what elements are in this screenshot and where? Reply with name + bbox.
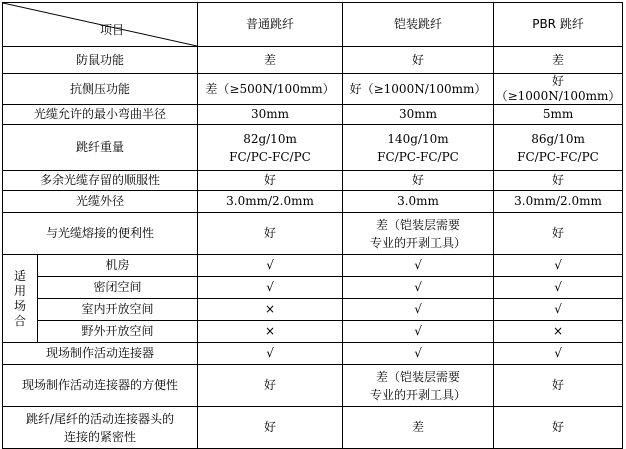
cell-line: FC/PC-FC/PC xyxy=(229,149,311,164)
table-row xyxy=(3,277,623,299)
row-label: 跳纤重量 xyxy=(3,125,198,171)
cell: √ xyxy=(343,321,494,343)
applicable-group-label xyxy=(3,255,38,343)
cell: 好 xyxy=(343,171,494,191)
table-row xyxy=(3,255,623,277)
cell: × xyxy=(494,321,623,343)
table-row xyxy=(3,365,623,407)
cell: √ xyxy=(494,343,623,365)
row-label: 多余光缆存留的顺服性 xyxy=(3,171,198,191)
row-label: 抗侧压功能 xyxy=(3,74,198,105)
cell: 3.0mm/2.0mm xyxy=(198,191,343,213)
cell xyxy=(494,125,623,171)
row-label: 机房 xyxy=(38,255,198,277)
cell: 好 xyxy=(198,213,343,255)
cell: 好 xyxy=(198,407,343,449)
cell: √ xyxy=(343,299,494,321)
cell-line: 140g/10m xyxy=(387,131,449,146)
cell: 差 xyxy=(343,407,494,449)
cell: 好 xyxy=(494,171,623,191)
table-row xyxy=(3,74,623,105)
cell-line: 差（铠装层需要 xyxy=(376,369,461,384)
cell: 好（≥1000N/100mm） xyxy=(343,74,494,105)
group-char: 用 xyxy=(13,283,26,298)
cell: × xyxy=(198,299,343,321)
cell-line: 82g/10m xyxy=(243,131,297,146)
cell: 差 xyxy=(494,47,623,74)
row-label-line: 连接的紧密性 xyxy=(64,429,137,444)
table-row xyxy=(3,105,623,125)
cell-line: 差（铠装层需要 xyxy=(376,217,461,232)
cell xyxy=(343,125,494,171)
cell: √ xyxy=(198,255,343,277)
cell: 3.0mm/2.0mm xyxy=(494,191,623,213)
header-item-cell xyxy=(3,3,198,47)
cell-line: 专业的开剥工具） xyxy=(370,235,467,250)
cell: 好 xyxy=(198,171,343,191)
cell: √ xyxy=(343,277,494,299)
cell: √ xyxy=(494,299,623,321)
row-label: 防鼠功能 xyxy=(3,47,198,74)
comparison-table xyxy=(2,2,623,449)
cell: 差（≥500N/100mm） xyxy=(198,74,343,105)
table-row xyxy=(3,299,623,321)
cell: √ xyxy=(198,277,343,299)
table-row xyxy=(3,321,623,343)
cell: 30mm xyxy=(343,105,494,125)
cell: 好 xyxy=(198,365,343,407)
row-label: 密闭空间 xyxy=(38,277,198,299)
cell: 30mm xyxy=(198,105,343,125)
row-label-line: 跳纤/尾纤的活动连接器头的 xyxy=(25,411,175,426)
table-row xyxy=(3,171,623,191)
cell: 3.0mm xyxy=(343,191,494,213)
cell: 好（≥1000N/100mm） xyxy=(494,74,623,105)
table-row xyxy=(3,125,623,171)
cell-line: 86g/10m xyxy=(531,131,585,146)
cell: √ xyxy=(494,255,623,277)
header-item-label: 项目 xyxy=(100,23,125,37)
group-char: 场 xyxy=(13,298,26,313)
cell-line: FC/PC-FC/PC xyxy=(517,149,599,164)
row-label: 室内开放空间 xyxy=(38,299,198,321)
cell: √ xyxy=(494,277,623,299)
cell: 5mm xyxy=(494,105,623,125)
row-label: 现场制作活动连接器的方便性 xyxy=(3,365,198,407)
cell: 好 xyxy=(494,213,623,255)
cell xyxy=(343,213,494,255)
row-label: 野外开放空间 xyxy=(38,321,198,343)
cell: √ xyxy=(198,343,343,365)
cell-line: 专业的开剥工具） xyxy=(370,387,467,402)
row-label xyxy=(3,407,198,449)
header-row xyxy=(3,3,623,47)
header-col-pbr: PBR 跳纤 xyxy=(494,3,623,47)
table-row xyxy=(3,343,623,365)
table-row xyxy=(3,213,623,255)
cell xyxy=(343,365,494,407)
header-col-normal: 普通跳纤 xyxy=(198,3,343,47)
table-row xyxy=(3,407,623,449)
cell xyxy=(198,125,343,171)
row-label: 与光缆熔接的便利性 xyxy=(3,213,198,255)
table-row xyxy=(3,191,623,213)
cell: 好 xyxy=(494,365,623,407)
row-label: 光缆外径 xyxy=(3,191,198,213)
row-label: 光缆允许的最小弯曲半径 xyxy=(3,105,198,125)
cell: × xyxy=(198,321,343,343)
cell-line: FC/PC-FC/PC xyxy=(377,149,459,164)
row-label: 现场制作活动连接器 xyxy=(3,343,198,365)
group-char: 合 xyxy=(13,313,26,328)
cell: √ xyxy=(343,343,494,365)
header-col-armored: 铠装跳纤 xyxy=(343,3,494,47)
group-char: 适 xyxy=(13,268,26,283)
cell: √ xyxy=(343,255,494,277)
table-row xyxy=(3,47,623,74)
cell: 好 xyxy=(343,47,494,74)
cell: 好 xyxy=(494,407,623,449)
cell: 差 xyxy=(198,47,343,74)
